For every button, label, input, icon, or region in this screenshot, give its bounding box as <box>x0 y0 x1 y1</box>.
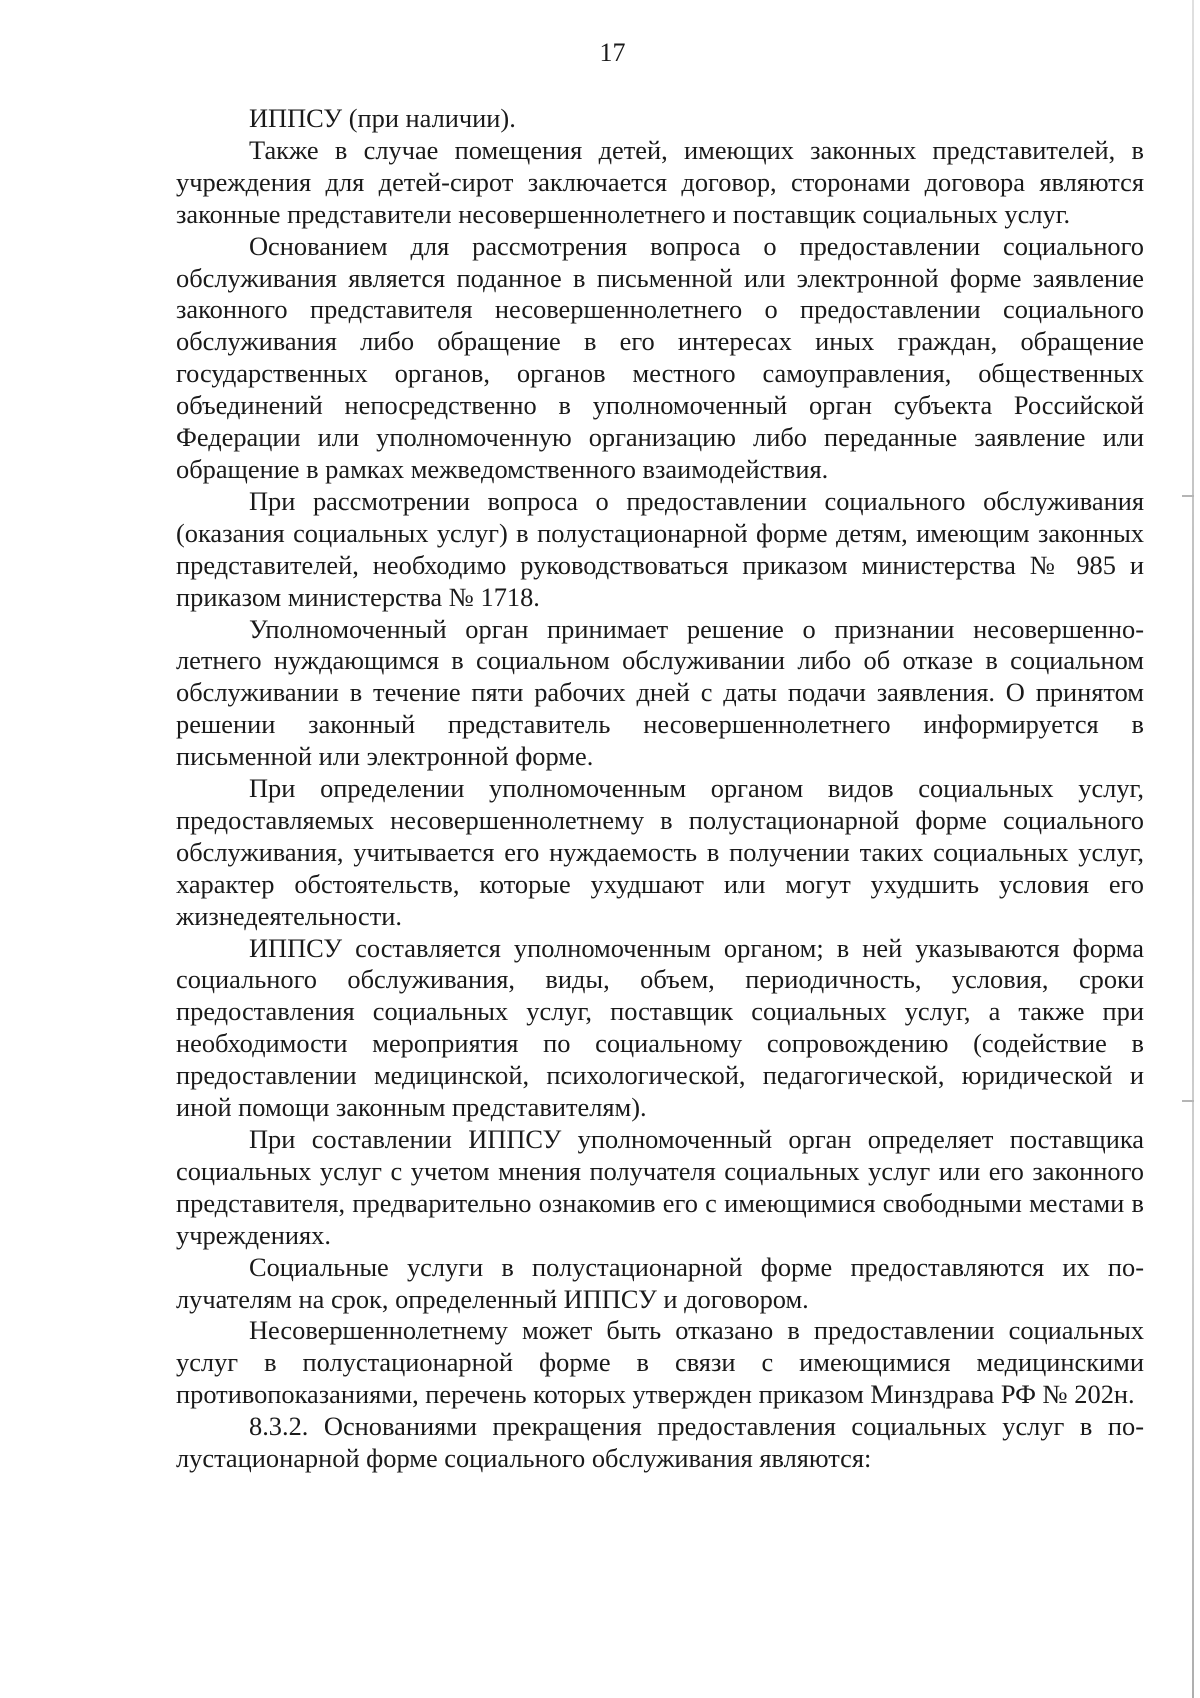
paragraph-section-8-3-2: 8.3.2. Основаниями прекращения предоставления социальных услуг в полустационарной форме социального обслуживания являются: <box>176 1411 1144 1474</box>
paragraph-contract-orphanage: Также в случае помещения детей, имеющих законных представителей, в учреждения для детей-сирот заключается договор, сторонами договора являются законные представители несовершеннолетнего и поставщик социальных услуг. <box>176 134 1144 229</box>
paragraph-provider-selection: При составлении ИППСУ уполномоченный орган определяет поставщика социальных услуг с учетом мнения получателя социальных услуг или его законного представителя, предварительно ознакомив его с имеющимися свободными местами в учреждениях. <box>176 1124 1144 1250</box>
paragraph-service-types: При определении уполномоченным органом видов социальных услуг, предоставляемых несовершеннолетнему в полустационарной форме социального обслуживания, учитывается его нуждаемость в получении таких социальных услуг, характер обстоятельств, которые ухудшают или могут ухудшить условия его жизнедеятельности. <box>176 773 1144 931</box>
scan-edge-mark <box>1182 495 1194 497</box>
document-body <box>176 103 1144 1475</box>
paragraph-ministry-orders: При рассмотрении вопроса о предоставлении социального обслуживания (оказания социальных услуг) в полустационарной форме детям, имеющим законных представителей, необходимо руководствоваться приказом министерства № 985 и приказом министерства № 1718. <box>176 485 1144 612</box>
paragraph-grounds-for-consideration: Основанием для рассмотрения вопроса о предоставлении социального обслуживания является поданное в письменной или электронной форме заявление законного представителя несовершеннолетнего о предоставлении социального обслуживания либо обращение в его интересах иных граждан, обращение государственных органов, органов местного самоуправления, общественных объединений непосредственно в уполномоченный орган субъекта Российской Федерации или уполномоченную организацию либо переданные заявление или обращение в рамках межведомственного взаимодействия. <box>176 230 1144 484</box>
paragraph-decision-deadline: Уполномоченный орган принимает решение о признании несовершеннолетнего нуждающимся в социальном обслуживании либо об отказе в социальном обслуживании в течение пяти рабочих дней с даты подачи заявления. О принятом решении законный представитель несовершеннолетнего информируется в письменной или электронной форме. <box>176 613 1144 772</box>
paragraph-refusal-medical: Несовершеннолетнему может быть отказано в предоставлении социальных услуг в полустационарной форме в связи с имеющимися медицинскими противопоказаниями, перечень которых утвержден приказом Минздрава РФ № 202н. <box>176 1315 1144 1410</box>
scan-edge-line <box>1192 0 1194 1698</box>
paragraph-service-term: Социальные услуги в полустационарной форме предоставляются их получателям на срок, определенный ИППСУ и договором. <box>176 1251 1144 1314</box>
scan-edge-mark <box>1182 1100 1194 1102</box>
paragraph-ippsu-contents: ИППСУ составляется уполномоченным органом; в ней указываются форма социального обслуживания, виды, объем, периодичность, условия, сроки предоставления социальных услуг, поставщик социальных услуг, а также при необходимости мероприятия по социальному сопровождению (содействие в предоставлении медицинской, психологической, педагогической, юридической и иной помощи законным представителям). <box>176 932 1144 1123</box>
page-number: 17 <box>599 38 626 67</box>
paragraph-ippsu-note: ИППСУ (при наличии). <box>249 103 516 133</box>
